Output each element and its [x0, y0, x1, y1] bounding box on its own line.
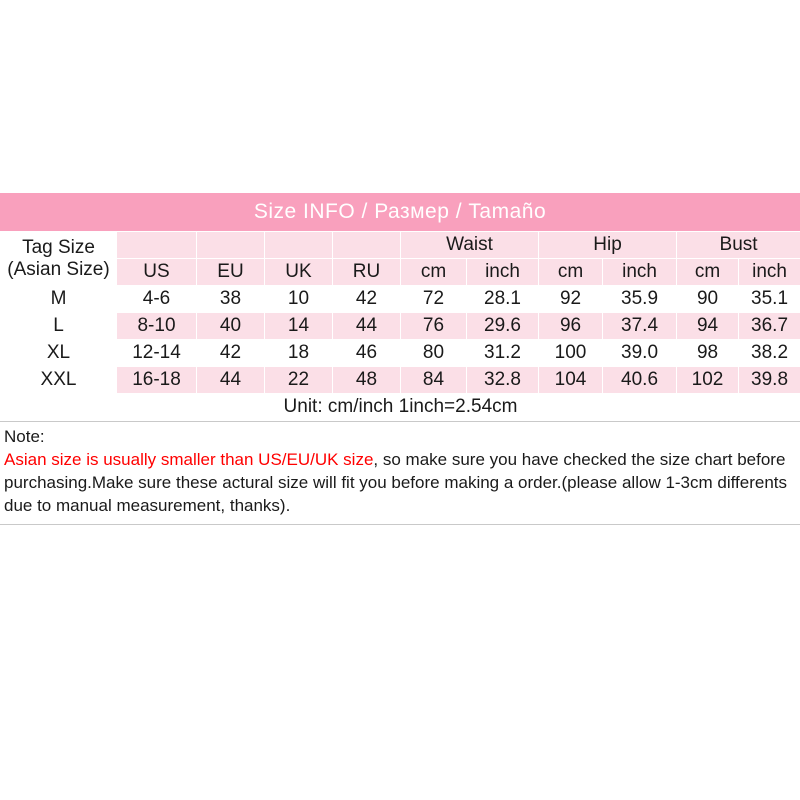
row-waist-inch: 29.6 — [467, 313, 539, 340]
row-tag-size: XL — [1, 340, 117, 367]
hip-header: Hip — [539, 232, 677, 259]
row-us: 12-14 — [117, 340, 197, 367]
row-waist-inch: 31.2 — [467, 340, 539, 367]
table-row — [1, 340, 800, 367]
hip-inch-header: inch — [603, 259, 677, 286]
row-bust-inch: 35.1 — [739, 286, 800, 313]
row-hip-cm: 92 — [539, 286, 603, 313]
row-eu: 44 — [197, 367, 265, 394]
row-us: 8-10 — [117, 313, 197, 340]
row-bust-cm: 94 — [677, 313, 739, 340]
row-hip-inch: 37.4 — [603, 313, 677, 340]
row-tag-size: L — [1, 313, 117, 340]
size-chart — [0, 193, 800, 525]
tag-size-header: Tag Size (Asian Size) — [1, 232, 117, 286]
note-red-text: Asian size is usually smaller than US/EU/UK size — [4, 449, 374, 469]
note-body — [4, 449, 796, 518]
ru-header: RU — [333, 259, 401, 286]
unit-note-row — [1, 394, 800, 421]
row-waist-cm: 76 — [401, 313, 467, 340]
row-hip-inch: 35.9 — [603, 286, 677, 313]
row-uk: 18 — [265, 340, 333, 367]
us-header: US — [117, 259, 197, 286]
note-label: Note: — [4, 427, 45, 446]
table-header-group-row — [1, 232, 800, 259]
row-ru: 44 — [333, 313, 401, 340]
row-waist-cm: 72 — [401, 286, 467, 313]
page-title: Size INFO / Размер / Tamaño — [253, 200, 547, 223]
spacer-us — [117, 232, 197, 259]
row-ru: 42 — [333, 286, 401, 313]
row-us: 16-18 — [117, 367, 197, 394]
waist-header: Waist — [401, 232, 539, 259]
spacer-eu — [197, 232, 265, 259]
spacer-uk — [265, 232, 333, 259]
row-bust-cm: 102 — [677, 367, 739, 394]
row-uk: 10 — [265, 286, 333, 313]
unit-note: Unit: cm/inch 1inch=2.54cm — [1, 394, 800, 421]
row-waist-inch: 28.1 — [467, 286, 539, 313]
row-waist-inch: 32.8 — [467, 367, 539, 394]
row-hip-inch: 40.6 — [603, 367, 677, 394]
row-tag-size: XXL — [1, 367, 117, 394]
note-box — [0, 421, 800, 525]
row-hip-inch: 39.0 — [603, 340, 677, 367]
row-eu: 40 — [197, 313, 265, 340]
hip-cm-header: cm — [539, 259, 603, 286]
row-bust-inch: 36.7 — [739, 313, 800, 340]
row-hip-cm: 100 — [539, 340, 603, 367]
row-hip-cm: 96 — [539, 313, 603, 340]
row-eu: 38 — [197, 286, 265, 313]
row-bust-cm: 98 — [677, 340, 739, 367]
row-uk: 14 — [265, 313, 333, 340]
uk-header: UK — [265, 259, 333, 286]
row-bust-inch: 39.8 — [739, 367, 800, 394]
row-uk: 22 — [265, 367, 333, 394]
row-ru: 46 — [333, 340, 401, 367]
table-row — [1, 367, 800, 394]
row-hip-cm: 104 — [539, 367, 603, 394]
size-chart-title-bar — [0, 193, 800, 231]
waist-inch-header: inch — [467, 259, 539, 286]
row-waist-cm: 80 — [401, 340, 467, 367]
eu-header: EU — [197, 259, 265, 286]
row-bust-cm: 90 — [677, 286, 739, 313]
table-row — [1, 286, 800, 313]
spacer-ru — [333, 232, 401, 259]
bust-inch-header: inch — [739, 259, 800, 286]
row-bust-inch: 38.2 — [739, 340, 800, 367]
row-ru: 48 — [333, 367, 401, 394]
note-rest-text: , so make sure you have checked the size chart before purchasing.Make sure these actural size will fit you before making a order.(please allow 1-3cm differents due to manual measurement, thanks). — [4, 449, 788, 515]
size-table — [0, 231, 800, 421]
bust-cm-header: cm — [677, 259, 739, 286]
table-header-sub-row — [1, 259, 800, 286]
row-tag-size: M — [1, 286, 117, 313]
row-us: 4-6 — [117, 286, 197, 313]
row-waist-cm: 84 — [401, 367, 467, 394]
row-eu: 42 — [197, 340, 265, 367]
bust-header: Bust — [677, 232, 800, 259]
table-row — [1, 313, 800, 340]
waist-cm-header: cm — [401, 259, 467, 286]
